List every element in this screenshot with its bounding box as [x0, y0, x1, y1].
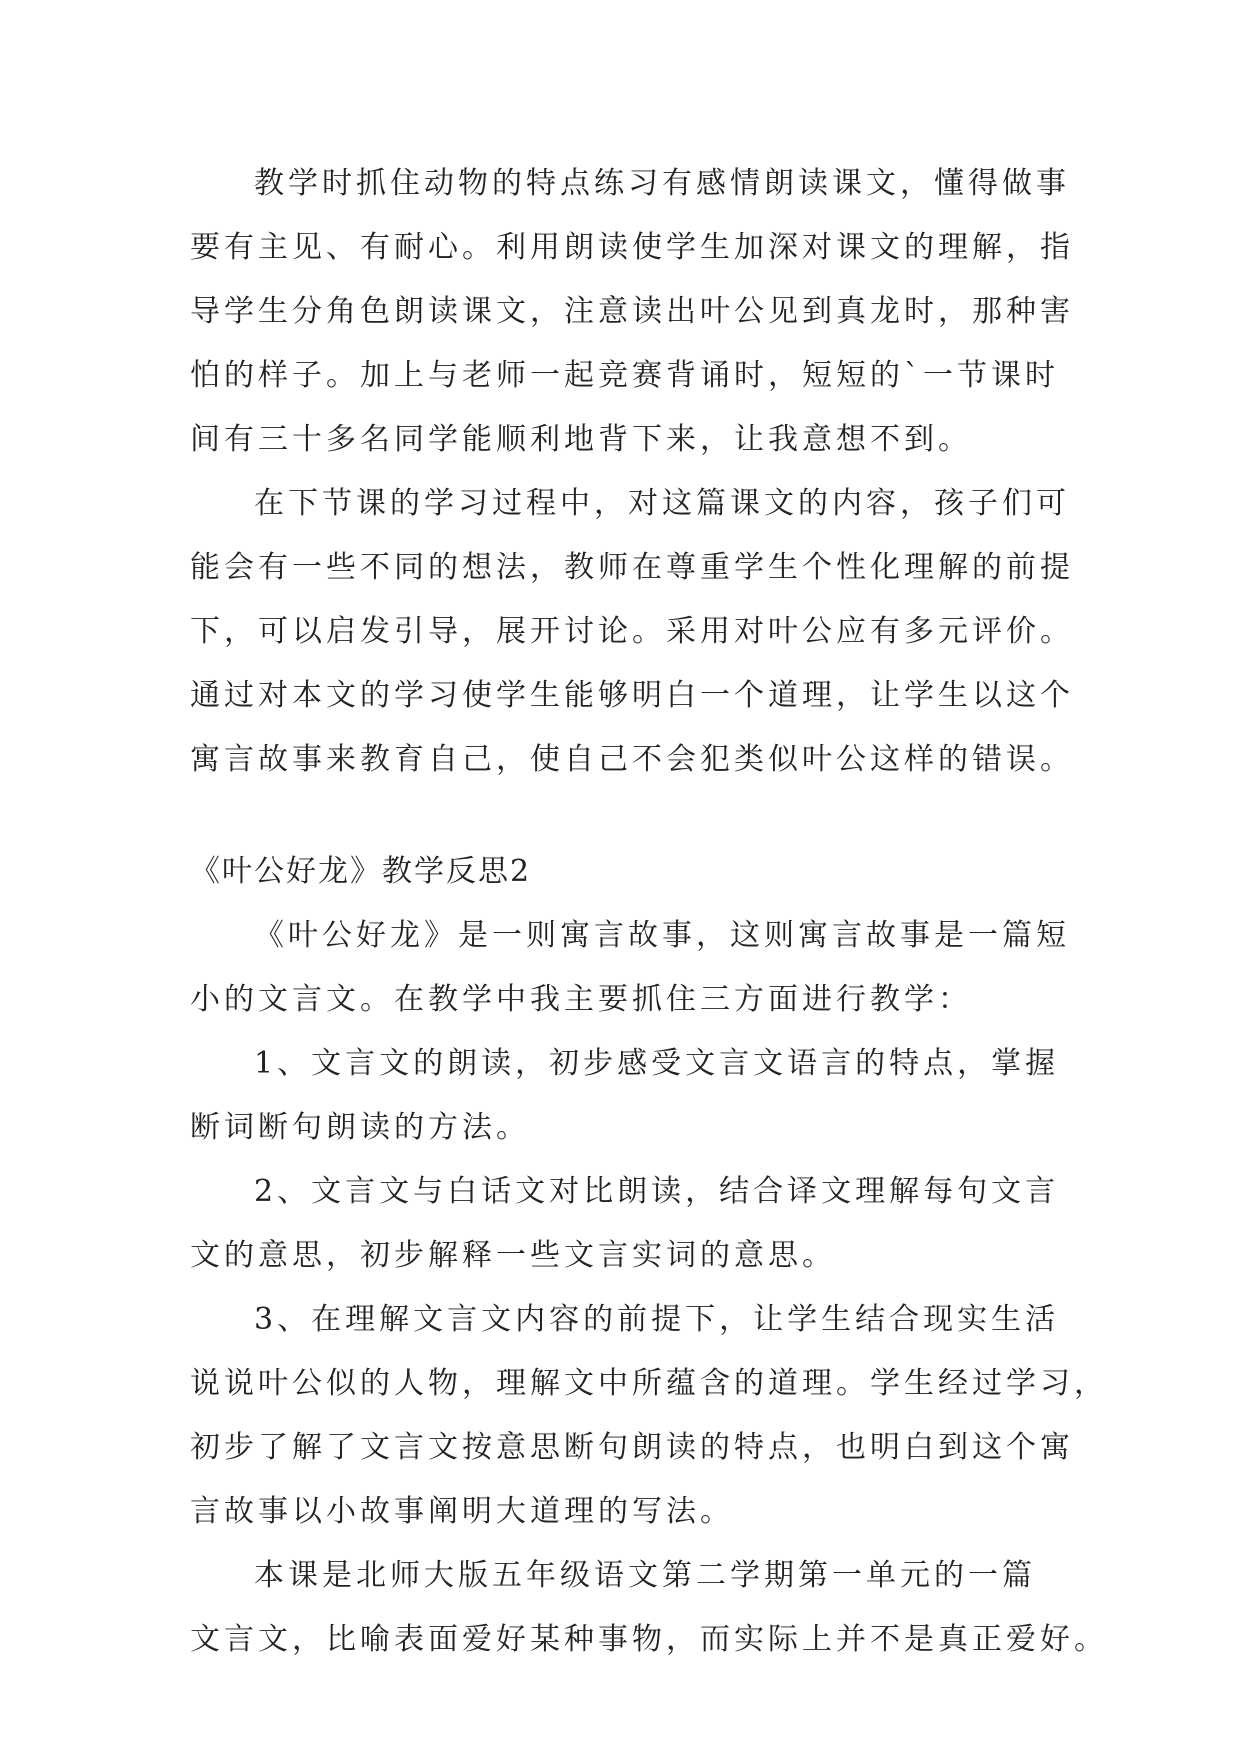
text-line: 文的意思，初步解释一些文言实词的意思。 [190, 1238, 836, 1273]
text-line: 要有主见、有耐心。利用朗读使学生加深对课文的理解，指 [190, 230, 1074, 265]
text-line: 下，可以启发引导，展开讨论。采用对叶公应有多元评价。 [190, 614, 1074, 649]
text-line: 通过对本文的学习使学生能够明白一个道理，让学生以这个 [190, 678, 1074, 713]
text-line: 小的文言文。在教学中我主要抓住三方面进行教学： [190, 982, 972, 1017]
text-line: 怕的样子。加上与老师一起竞赛背诵时，短短的`一节课时 [190, 358, 1059, 393]
text-line: 说说叶公似的人物，理解文中所蕴含的道理。学生经过学习， [190, 1366, 1108, 1401]
text-line: 1、文言文的朗读，初步感受文言文语言的特点，掌握 [254, 1046, 1060, 1081]
text-line: 《叶公好龙》是一则寓言故事，这则寓言故事是一篇短 [254, 918, 1070, 953]
text-line: 2、文言文与白话文对比朗读，结合译文理解每句文言 [254, 1174, 1060, 1209]
paragraph-teaching-method [190, 152, 1074, 472]
section-spacer [190, 792, 1050, 840]
text-line: 间有三十多名同学能顺利地背下来，让我意想不到。 [190, 422, 972, 457]
paragraph-closing [190, 1544, 1108, 1672]
text-line: 寓言故事来教育自己，使自己不会犯类似叶公这样的错误。 [190, 742, 1074, 777]
paragraph-point-2 [190, 1160, 1060, 1288]
paragraph-point-3 [190, 1288, 1108, 1544]
text-line: 断词断句朗读的方法。 [190, 1110, 530, 1145]
text-line: 文言文，比喻表面爱好某种事物，而实际上并不是真正爱好。 [190, 1622, 1108, 1657]
text-line: 本课是北师大版五年级语文第二学期第一单元的一篇 [254, 1558, 1036, 1593]
paragraph-next-lesson [190, 472, 1074, 792]
section-heading: 《叶公好龙》教学反思2 [190, 854, 532, 889]
document-body [190, 152, 1108, 1672]
paragraph-intro [190, 904, 1070, 1032]
text-line: 教学时抓住动物的特点练习有感情朗读课文，懂得做事 [254, 166, 1070, 201]
text-line: 3、在理解文言文内容的前提下，让学生结合现实生活 [254, 1302, 1060, 1337]
text-line: 言故事以小故事阐明大道理的写法。 [190, 1494, 734, 1529]
text-line: 导学生分角色朗读课文，注意读出叶公见到真龙时，那种害 [190, 294, 1074, 329]
paragraph-point-1 [190, 1032, 1060, 1160]
text-line: 初步了解了文言文按意思断句朗读的特点，也明白到这个寓 [190, 1430, 1074, 1465]
text-line: 在下节课的学习过程中，对这篇课文的内容，孩子们可 [254, 486, 1070, 521]
text-line: 能会有一些不同的想法，教师在尊重学生个性化理解的前提 [190, 550, 1074, 585]
